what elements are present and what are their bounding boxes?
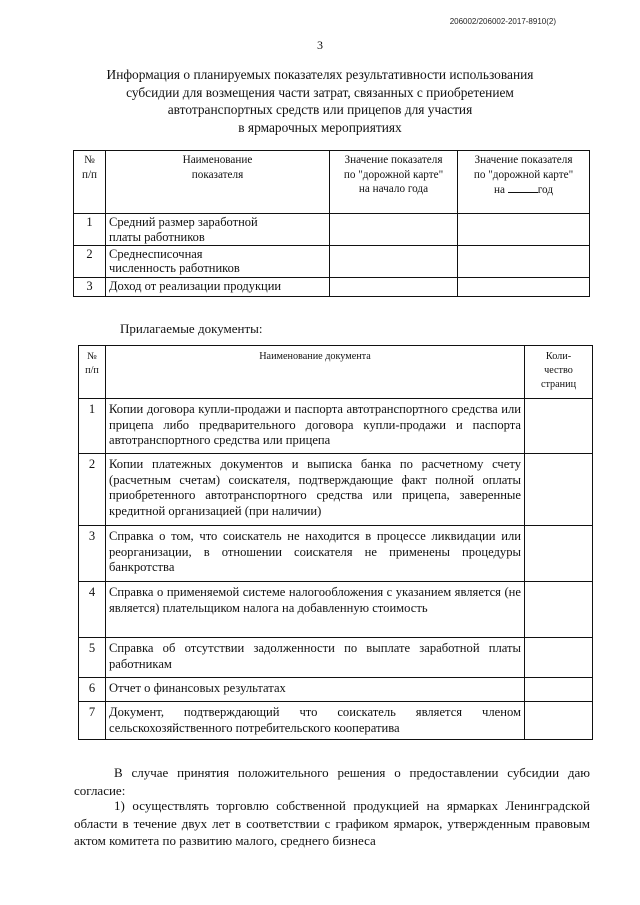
value-year-cell[interactable] xyxy=(458,245,590,277)
header-document-name: Наименование документа xyxy=(106,346,525,399)
page-count-cell[interactable] xyxy=(525,702,593,740)
row-num: 5 xyxy=(79,638,106,678)
row-num: 3 xyxy=(79,526,106,582)
table-row xyxy=(79,399,593,454)
table-row xyxy=(79,638,593,678)
page-count-cell[interactable] xyxy=(525,638,593,678)
page-count-cell[interactable] xyxy=(525,454,593,526)
indicators-table xyxy=(73,150,590,297)
row-num: 2 xyxy=(79,454,106,526)
value-start-cell[interactable] xyxy=(330,277,458,296)
document-id: 206002/206002-2017-8910(2) xyxy=(449,17,556,26)
table-header-row xyxy=(74,151,590,214)
page-count-cell[interactable] xyxy=(525,582,593,638)
header-num: № п/п xyxy=(79,346,106,399)
page-count-cell[interactable] xyxy=(525,399,593,454)
header-value-year: Значение показателя по "дорожной карте" на год xyxy=(458,151,590,214)
table-row xyxy=(74,214,590,246)
consent-item-1: 1) осуществлять торговлю собственной продукцией на ярмарках Ленинградской области в течение двух лет в соответствии с графиком ярмарок, утвержденным правовым актом комитета по развитию малого, среднего бизнеса xyxy=(74,798,590,848)
table-row xyxy=(79,454,593,526)
page-number: 3 xyxy=(317,38,323,52)
table-row xyxy=(79,702,593,740)
header-num: № п/п xyxy=(74,151,106,214)
document-name: Справка о том, что соискатель не находится в процессе ликвидации или реорганизации, в отношении соискателя не применены процедуры банкротства xyxy=(106,526,525,582)
value-year-cell[interactable] xyxy=(458,277,590,296)
header-indicator-name: Наименование показателя xyxy=(106,151,330,214)
title-line: субсидии для возмещения части затрат, связанных с приобретением xyxy=(126,84,514,100)
indicator-name: Доход от реализации продукции xyxy=(106,277,330,296)
page-count-cell[interactable] xyxy=(525,678,593,702)
value-year-cell[interactable] xyxy=(458,214,590,246)
table-row xyxy=(79,582,593,638)
value-start-cell[interactable] xyxy=(330,245,458,277)
row-num: 4 xyxy=(79,582,106,638)
attached-documents-label: Прилагаемые документы: xyxy=(120,321,263,336)
document-name: Копии платежных документов и выписка банка по расчетному счету (расчетным счетам) соискателя, подтверждающие факт полной оплаты приобретенного автотранспортного средства или прицепа, заверенные кредитной организацией (при наличии) xyxy=(106,454,525,526)
value-start-cell[interactable] xyxy=(330,214,458,246)
document-name: Документ, подтверждающий что соискатель является членом сельскохозяйственного потребительского кооператива xyxy=(106,702,525,740)
consent-paragraph: В случае принятия положительного решения о предоставлении субсидии даю согласие: xyxy=(74,765,590,798)
header-page-count: Коли- чество страниц xyxy=(525,346,593,399)
document-name: Справка о применяемой системе налогообложения с указанием является (не является) плательщиком налога на добавленную стоимость xyxy=(106,582,525,638)
table-row xyxy=(74,245,590,277)
row-num: 6 xyxy=(79,678,106,702)
table-row xyxy=(79,526,593,582)
document-name: Справка об отсутствии задолженности по выплате заработной платы работникам xyxy=(106,638,525,678)
indicator-name: Средний размер заработной платы работников xyxy=(106,214,330,246)
row-num: 3 xyxy=(74,277,106,296)
documents-table xyxy=(78,345,593,740)
table-header-row xyxy=(79,346,593,399)
title-line: автотранспортных средств или прицепов для участия xyxy=(167,102,473,117)
row-num: 1 xyxy=(74,214,106,246)
year-blank-line xyxy=(508,182,538,193)
title-line: Информация о планируемых показателях результативности использования xyxy=(106,67,534,82)
indicator-name: Среднесписочная численность работников xyxy=(106,245,330,277)
table-row xyxy=(74,277,590,296)
page-count-cell[interactable] xyxy=(525,526,593,582)
row-num: 1 xyxy=(79,399,106,454)
document-name: Копии договора купли-продажи и паспорта автотранспортного средства или прицепа либо предварительного договора купли-продажи и паспорта автотранспортного средства или прицепа xyxy=(106,399,525,454)
document-name: Отчет о финансовых результатах xyxy=(106,678,525,702)
table-row xyxy=(79,678,593,702)
header-value-start: Значение показателя по "дорожной карте" на начало года xyxy=(330,151,458,214)
row-num: 2 xyxy=(74,245,106,277)
row-num: 7 xyxy=(79,702,106,740)
title-line: в ярмарочных мероприятиях xyxy=(238,119,402,135)
section-title xyxy=(60,66,580,136)
